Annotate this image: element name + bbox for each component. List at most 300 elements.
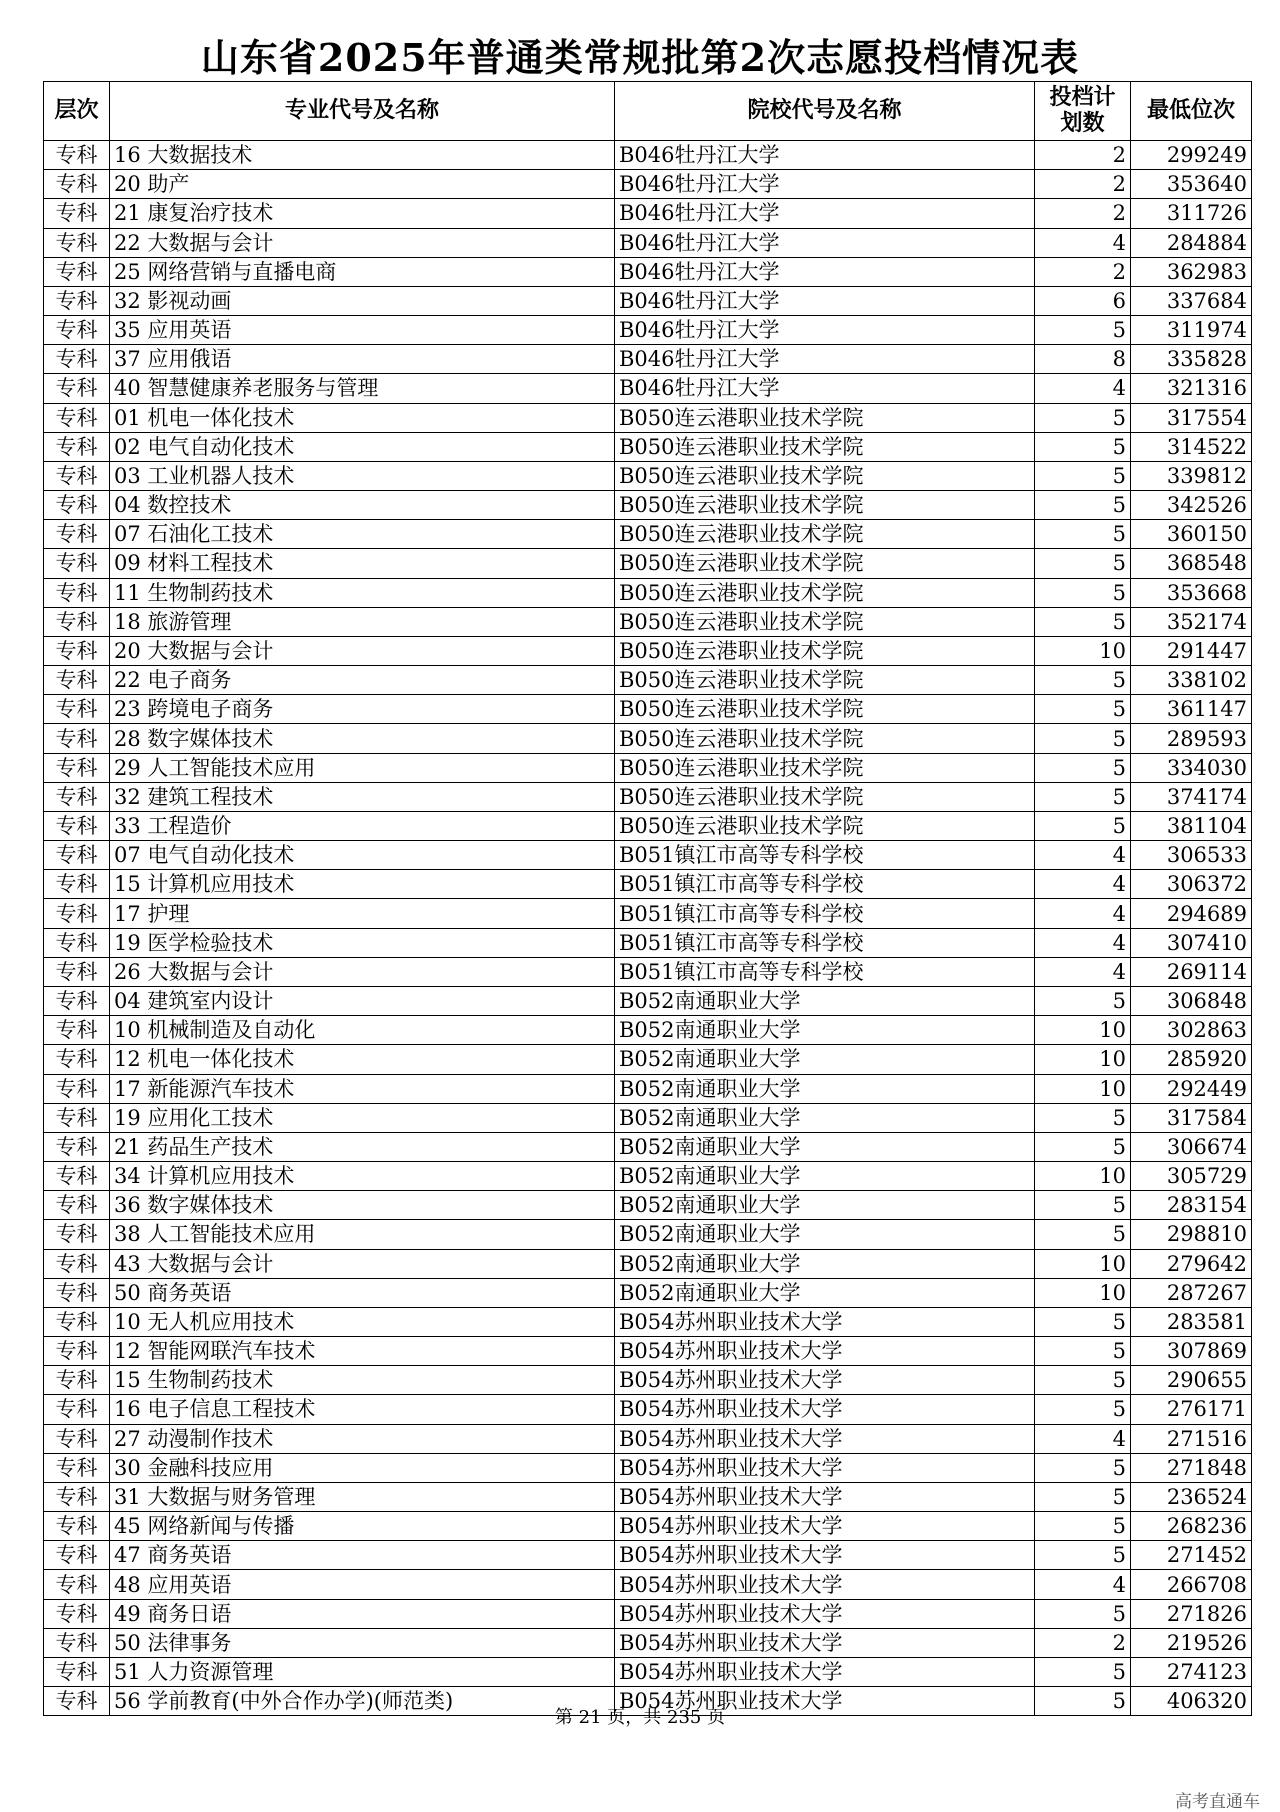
cell-plan: 5 <box>1035 1395 1131 1424</box>
cell-plan: 10 <box>1035 1249 1131 1278</box>
cell-level: 专科 <box>44 228 110 257</box>
cell-major: 28 数字媒体技术 <box>110 724 615 753</box>
table-row <box>44 1278 1252 1307</box>
table-row <box>44 1453 1252 1482</box>
cell-major: 22 大数据与会计 <box>110 228 615 257</box>
cell-major: 12 智能网联汽车技术 <box>110 1337 615 1366</box>
table-row <box>44 1424 1252 1453</box>
cell-school: B050连云港职业技术学院 <box>615 461 1035 490</box>
cell-plan: 5 <box>1035 432 1131 461</box>
cell-school: B051镇江市高等专科学校 <box>615 928 1035 957</box>
cell-level: 专科 <box>44 1453 110 1482</box>
cell-level: 专科 <box>44 1307 110 1336</box>
cell-school: B052南通职业大学 <box>615 1278 1035 1307</box>
table-row <box>44 724 1252 753</box>
cell-major: 18 旅游管理 <box>110 607 615 636</box>
table-row <box>44 782 1252 811</box>
cell-min-rank: 317554 <box>1131 403 1252 432</box>
cell-min-rank: 287267 <box>1131 1278 1252 1307</box>
cell-level: 专科 <box>44 724 110 753</box>
table-row <box>44 695 1252 724</box>
cell-school: B050连云港职业技术学院 <box>615 520 1035 549</box>
cell-major: 04 数控技术 <box>110 491 615 520</box>
cell-school: B052南通职业大学 <box>615 1132 1035 1161</box>
cell-min-rank: 311726 <box>1131 199 1252 228</box>
cell-plan: 5 <box>1035 1541 1131 1570</box>
cell-level: 专科 <box>44 1512 110 1541</box>
cell-level: 专科 <box>44 432 110 461</box>
cell-major: 20 助产 <box>110 170 615 199</box>
cell-level: 专科 <box>44 257 110 286</box>
cell-min-rank: 353668 <box>1131 578 1252 607</box>
cell-min-rank: 353640 <box>1131 170 1252 199</box>
cell-school: B046牡丹江大学 <box>615 316 1035 345</box>
cell-school: B050连云港职业技术学院 <box>615 578 1035 607</box>
table-row <box>44 957 1252 986</box>
cell-major: 19 应用化工技术 <box>110 1103 615 1132</box>
cell-major: 11 生物制药技术 <box>110 578 615 607</box>
table-row <box>44 1220 1252 1249</box>
cell-plan: 5 <box>1035 549 1131 578</box>
table-row <box>44 549 1252 578</box>
table-row <box>44 520 1252 549</box>
cell-min-rank: 283154 <box>1131 1191 1252 1220</box>
cell-plan: 8 <box>1035 345 1131 374</box>
cell-min-rank: 314522 <box>1131 432 1252 461</box>
cell-school: B046牡丹江大学 <box>615 170 1035 199</box>
cell-min-rank: 342526 <box>1131 491 1252 520</box>
cell-plan: 5 <box>1035 316 1131 345</box>
cell-level: 专科 <box>44 578 110 607</box>
cell-level: 专科 <box>44 607 110 636</box>
table-row <box>44 870 1252 899</box>
cell-plan: 5 <box>1035 1132 1131 1161</box>
cell-plan: 4 <box>1035 870 1131 899</box>
table-row <box>44 811 1252 840</box>
cell-plan: 5 <box>1035 1599 1131 1628</box>
cell-min-rank: 299249 <box>1131 141 1252 170</box>
cell-level: 专科 <box>44 636 110 665</box>
cell-min-rank: 311974 <box>1131 316 1252 345</box>
table-row <box>44 1016 1252 1045</box>
cell-school: B046牡丹江大学 <box>615 286 1035 315</box>
cell-major: 33 工程造价 <box>110 811 615 840</box>
table-row <box>44 316 1252 345</box>
cell-school: B046牡丹江大学 <box>615 141 1035 170</box>
cell-major: 25 网络营销与直播电商 <box>110 257 615 286</box>
cell-major: 17 新能源汽车技术 <box>110 1074 615 1103</box>
cell-school: B052南通职业大学 <box>615 1074 1035 1103</box>
cell-level: 专科 <box>44 170 110 199</box>
cell-school: B054苏州职业技术大学 <box>615 1424 1035 1453</box>
cell-school: B051镇江市高等专科学校 <box>615 870 1035 899</box>
cell-level: 专科 <box>44 549 110 578</box>
cell-major: 32 建筑工程技术 <box>110 782 615 811</box>
cell-plan: 10 <box>1035 1074 1131 1103</box>
cell-major: 07 电气自动化技术 <box>110 841 615 870</box>
cell-plan: 5 <box>1035 1220 1131 1249</box>
cell-plan: 5 <box>1035 1482 1131 1511</box>
cell-min-rank: 381104 <box>1131 811 1252 840</box>
cell-plan: 5 <box>1035 695 1131 724</box>
cell-school: B046牡丹江大学 <box>615 257 1035 286</box>
table-row <box>44 1045 1252 1074</box>
table-row <box>44 491 1252 520</box>
cell-major: 34 计算机应用技术 <box>110 1162 615 1191</box>
cell-major: 45 网络新闻与传播 <box>110 1512 615 1541</box>
cell-plan: 10 <box>1035 1162 1131 1191</box>
cell-major: 50 商务英语 <box>110 1278 615 1307</box>
cell-school: B052南通职业大学 <box>615 1191 1035 1220</box>
cell-level: 专科 <box>44 1103 110 1132</box>
cell-min-rank: 271516 <box>1131 1424 1252 1453</box>
table-row <box>44 1482 1252 1511</box>
header-school: 院校代号及名称 <box>615 82 1035 141</box>
cell-min-rank: 274123 <box>1131 1657 1252 1686</box>
table-row <box>44 1307 1252 1336</box>
cell-school: B054苏州职业技术大学 <box>615 1307 1035 1336</box>
cell-min-rank: 284884 <box>1131 228 1252 257</box>
cell-major: 49 商务日语 <box>110 1599 615 1628</box>
table-row <box>44 345 1252 374</box>
cell-level: 专科 <box>44 1395 110 1424</box>
cell-major: 56 学前教育(中外合作办学)(师范类) <box>110 1687 615 1716</box>
cell-plan: 5 <box>1035 724 1131 753</box>
cell-plan: 4 <box>1035 899 1131 928</box>
cell-plan: 4 <box>1035 228 1131 257</box>
cell-plan: 10 <box>1035 636 1131 665</box>
cell-min-rank: 298810 <box>1131 1220 1252 1249</box>
cell-level: 专科 <box>44 811 110 840</box>
cell-level: 专科 <box>44 1191 110 1220</box>
cell-plan: 6 <box>1035 286 1131 315</box>
cell-plan: 5 <box>1035 1337 1131 1366</box>
page-number: 第 21 页，共 235 页 <box>554 1707 726 1728</box>
cell-major: 47 商务英语 <box>110 1541 615 1570</box>
cell-school: B050连云港职业技术学院 <box>615 491 1035 520</box>
cell-min-rank: 271452 <box>1131 1541 1252 1570</box>
cell-major: 16 电子信息工程技术 <box>110 1395 615 1424</box>
table-row <box>44 1074 1252 1103</box>
cell-major: 10 无人机应用技术 <box>110 1307 615 1336</box>
cell-level: 专科 <box>44 1132 110 1161</box>
cell-major: 04 建筑室内设计 <box>110 986 615 1015</box>
cell-major: 10 机械制造及自动化 <box>110 1016 615 1045</box>
table-row <box>44 753 1252 782</box>
cell-min-rank: 321316 <box>1131 374 1252 403</box>
cell-school: B050连云港职业技术学院 <box>615 753 1035 782</box>
cell-min-rank: 306372 <box>1131 870 1252 899</box>
cell-plan: 4 <box>1035 928 1131 957</box>
table-row <box>44 636 1252 665</box>
cell-school: B054苏州职业技术大学 <box>615 1541 1035 1570</box>
cell-min-rank: 362983 <box>1131 257 1252 286</box>
cell-plan: 5 <box>1035 607 1131 636</box>
cell-level: 专科 <box>44 1074 110 1103</box>
cell-level: 专科 <box>44 345 110 374</box>
cell-plan: 5 <box>1035 666 1131 695</box>
cell-major: 40 智慧健康养老服务与管理 <box>110 374 615 403</box>
cell-min-rank: 306674 <box>1131 1132 1252 1161</box>
cell-plan: 5 <box>1035 1453 1131 1482</box>
cell-plan: 5 <box>1035 811 1131 840</box>
cell-major: 30 金融科技应用 <box>110 1453 615 1482</box>
cell-major: 37 应用俄语 <box>110 345 615 374</box>
cell-level: 专科 <box>44 899 110 928</box>
cell-school: B054苏州职业技术大学 <box>615 1366 1035 1395</box>
cell-level: 专科 <box>44 782 110 811</box>
cell-level: 专科 <box>44 374 110 403</box>
cell-min-rank: 334030 <box>1131 753 1252 782</box>
cell-major: 23 跨境电子商务 <box>110 695 615 724</box>
header-plan <box>1035 82 1131 141</box>
cell-min-rank: 317584 <box>1131 1103 1252 1132</box>
cell-major: 16 大数据技术 <box>110 141 615 170</box>
table-row <box>44 286 1252 315</box>
cell-plan: 5 <box>1035 1366 1131 1395</box>
cell-min-rank: 271826 <box>1131 1599 1252 1628</box>
cell-level: 专科 <box>44 1220 110 1249</box>
table-row <box>44 374 1252 403</box>
cell-level: 专科 <box>44 520 110 549</box>
cell-school: B052南通职业大学 <box>615 1220 1035 1249</box>
cell-major: 26 大数据与会计 <box>110 957 615 986</box>
cell-plan: 2 <box>1035 1628 1131 1657</box>
cell-plan: 4 <box>1035 1424 1131 1453</box>
table-row <box>44 1541 1252 1570</box>
cell-min-rank: 292449 <box>1131 1074 1252 1103</box>
cell-school: B052南通职业大学 <box>615 986 1035 1015</box>
cell-plan: 5 <box>1035 782 1131 811</box>
cell-min-rank: 291447 <box>1131 636 1252 665</box>
cell-level: 专科 <box>44 1278 110 1307</box>
table-body <box>44 141 1252 1716</box>
cell-level: 专科 <box>44 870 110 899</box>
table-row <box>44 432 1252 461</box>
cell-min-rank: 406320 <box>1131 1687 1252 1716</box>
cell-plan: 4 <box>1035 841 1131 870</box>
cell-major: 31 大数据与财务管理 <box>110 1482 615 1511</box>
cell-school: B052南通职业大学 <box>615 1016 1035 1045</box>
cell-school: B051镇江市高等专科学校 <box>615 841 1035 870</box>
cell-level: 专科 <box>44 666 110 695</box>
table-row <box>44 257 1252 286</box>
cell-min-rank: 294689 <box>1131 899 1252 928</box>
cell-school: B051镇江市高等专科学校 <box>615 899 1035 928</box>
cell-major: 01 机电一体化技术 <box>110 403 615 432</box>
cell-min-rank: 361147 <box>1131 695 1252 724</box>
cell-major: 21 康复治疗技术 <box>110 199 615 228</box>
table-header <box>44 82 1252 141</box>
cell-plan: 5 <box>1035 1191 1131 1220</box>
cell-school: B050连云港职业技术学院 <box>615 549 1035 578</box>
cell-school: B054苏州职业技术大学 <box>615 1657 1035 1686</box>
table-row <box>44 403 1252 432</box>
cell-major: 03 工业机器人技术 <box>110 461 615 490</box>
cell-plan: 5 <box>1035 578 1131 607</box>
cell-min-rank: 338102 <box>1131 666 1252 695</box>
cell-school: B046牡丹江大学 <box>615 374 1035 403</box>
cell-school: B050连云港职业技术学院 <box>615 695 1035 724</box>
cell-level: 专科 <box>44 753 110 782</box>
cell-school: B052南通职业大学 <box>615 1103 1035 1132</box>
cell-level: 专科 <box>44 695 110 724</box>
cell-school: B052南通职业大学 <box>615 1045 1035 1074</box>
cell-school: B054苏州职业技术大学 <box>615 1395 1035 1424</box>
cell-major: 07 石油化工技术 <box>110 520 615 549</box>
cell-level: 专科 <box>44 1657 110 1686</box>
cell-level: 专科 <box>44 316 110 345</box>
cell-plan: 10 <box>1035 1016 1131 1045</box>
cell-level: 专科 <box>44 986 110 1015</box>
cell-min-rank: 368548 <box>1131 549 1252 578</box>
cell-min-rank: 283581 <box>1131 1307 1252 1336</box>
cell-min-rank: 307869 <box>1131 1337 1252 1366</box>
table-row <box>44 1599 1252 1628</box>
cell-level: 专科 <box>44 1366 110 1395</box>
cell-school: B046牡丹江大学 <box>615 345 1035 374</box>
cell-major: 02 电气自动化技术 <box>110 432 615 461</box>
cell-plan: 5 <box>1035 403 1131 432</box>
cell-major: 43 大数据与会计 <box>110 1249 615 1278</box>
cell-level: 专科 <box>44 403 110 432</box>
cell-school: B050连云港职业技术学院 <box>615 666 1035 695</box>
cell-major: 21 药品生产技术 <box>110 1132 615 1161</box>
cell-level: 专科 <box>44 957 110 986</box>
cell-level: 专科 <box>44 1249 110 1278</box>
table-row <box>44 461 1252 490</box>
table-row <box>44 1103 1252 1132</box>
cell-min-rank: 219526 <box>1131 1628 1252 1657</box>
cell-plan: 5 <box>1035 1307 1131 1336</box>
cell-level: 专科 <box>44 141 110 170</box>
cell-min-rank: 268236 <box>1131 1512 1252 1541</box>
table-row <box>44 841 1252 870</box>
cell-level: 专科 <box>44 928 110 957</box>
cell-min-rank: 352174 <box>1131 607 1252 636</box>
cell-plan: 5 <box>1035 1687 1131 1716</box>
cell-min-rank: 307410 <box>1131 928 1252 957</box>
cell-school: B052南通职业大学 <box>615 1162 1035 1191</box>
cell-school: B050连云港职业技术学院 <box>615 636 1035 665</box>
cell-major: 22 电子商务 <box>110 666 615 695</box>
cell-plan: 2 <box>1035 141 1131 170</box>
cell-major: 17 护理 <box>110 899 615 928</box>
cell-level: 专科 <box>44 1599 110 1628</box>
cell-level: 专科 <box>44 1045 110 1074</box>
cell-min-rank: 339812 <box>1131 461 1252 490</box>
cell-level: 专科 <box>44 1016 110 1045</box>
header-plan-line2: 划数 <box>1060 111 1105 136</box>
cell-level: 专科 <box>44 491 110 520</box>
table-row <box>44 666 1252 695</box>
table-row <box>44 141 1252 170</box>
cell-plan: 5 <box>1035 520 1131 549</box>
table-row <box>44 1395 1252 1424</box>
cell-plan: 5 <box>1035 1512 1131 1541</box>
cell-min-rank: 266708 <box>1131 1570 1252 1599</box>
cell-major: 15 计算机应用技术 <box>110 870 615 899</box>
cell-school: B050连云港职业技术学院 <box>615 782 1035 811</box>
cell-plan: 10 <box>1035 1045 1131 1074</box>
cell-min-rank: 335828 <box>1131 345 1252 374</box>
cell-plan: 2 <box>1035 257 1131 286</box>
admission-table <box>43 81 1252 1716</box>
cell-min-rank: 374174 <box>1131 782 1252 811</box>
header-min-rank: 最低位次 <box>1131 82 1252 141</box>
cell-min-rank: 305729 <box>1131 1162 1252 1191</box>
cell-major: 50 法律事务 <box>110 1628 615 1657</box>
cell-school: B046牡丹江大学 <box>615 228 1035 257</box>
cell-school: B050连云港职业技术学院 <box>615 811 1035 840</box>
cell-school: B050连云港职业技术学院 <box>615 403 1035 432</box>
cell-school: B054苏州职业技术大学 <box>615 1482 1035 1511</box>
page-title: 山东省2025年普通类常规批第2次志愿投档情况表 <box>200 35 1080 80</box>
cell-level: 专科 <box>44 841 110 870</box>
cell-plan: 5 <box>1035 461 1131 490</box>
cell-major: 20 大数据与会计 <box>110 636 615 665</box>
table-row <box>44 199 1252 228</box>
cell-school: B054苏州职业技术大学 <box>615 1453 1035 1482</box>
cell-plan: 5 <box>1035 986 1131 1015</box>
table-row <box>44 1657 1252 1686</box>
cell-level: 专科 <box>44 461 110 490</box>
cell-min-rank: 269114 <box>1131 957 1252 986</box>
cell-major: 38 人工智能技术应用 <box>110 1220 615 1249</box>
cell-major: 32 影视动画 <box>110 286 615 315</box>
table-row <box>44 1570 1252 1599</box>
cell-level: 专科 <box>44 1337 110 1366</box>
cell-major: 15 生物制药技术 <box>110 1366 615 1395</box>
cell-major: 09 材料工程技术 <box>110 549 615 578</box>
cell-min-rank: 360150 <box>1131 520 1252 549</box>
cell-major: 48 应用英语 <box>110 1570 615 1599</box>
cell-plan: 4 <box>1035 374 1131 403</box>
table-row <box>44 170 1252 199</box>
cell-school: B054苏州职业技术大学 <box>615 1337 1035 1366</box>
table-row <box>44 1191 1252 1220</box>
cell-major: 35 应用英语 <box>110 316 615 345</box>
cell-min-rank: 289593 <box>1131 724 1252 753</box>
cell-major: 51 人力资源管理 <box>110 1657 615 1686</box>
table-row <box>44 1162 1252 1191</box>
cell-plan: 2 <box>1035 170 1131 199</box>
watermark: 高考直通车 <box>1175 1792 1260 1812</box>
cell-plan: 5 <box>1035 753 1131 782</box>
cell-school: B052南通职业大学 <box>615 1249 1035 1278</box>
cell-plan: 5 <box>1035 1103 1131 1132</box>
cell-school: B051镇江市高等专科学校 <box>615 957 1035 986</box>
cell-plan: 5 <box>1035 491 1131 520</box>
cell-level: 专科 <box>44 1628 110 1657</box>
cell-level: 专科 <box>44 199 110 228</box>
cell-plan: 4 <box>1035 957 1131 986</box>
cell-level: 专科 <box>44 286 110 315</box>
table-row <box>44 578 1252 607</box>
header-major: 专业代号及名称 <box>110 82 615 141</box>
cell-min-rank: 279642 <box>1131 1249 1252 1278</box>
cell-school: B054苏州职业技术大学 <box>615 1628 1035 1657</box>
table-row <box>44 899 1252 928</box>
cell-level: 专科 <box>44 1162 110 1191</box>
cell-min-rank: 285920 <box>1131 1045 1252 1074</box>
table-row <box>44 1512 1252 1541</box>
cell-school: B054苏州职业技术大学 <box>615 1687 1035 1716</box>
table-row <box>44 1132 1252 1161</box>
cell-plan: 4 <box>1035 1570 1131 1599</box>
table-row <box>44 1628 1252 1657</box>
cell-level: 专科 <box>44 1424 110 1453</box>
